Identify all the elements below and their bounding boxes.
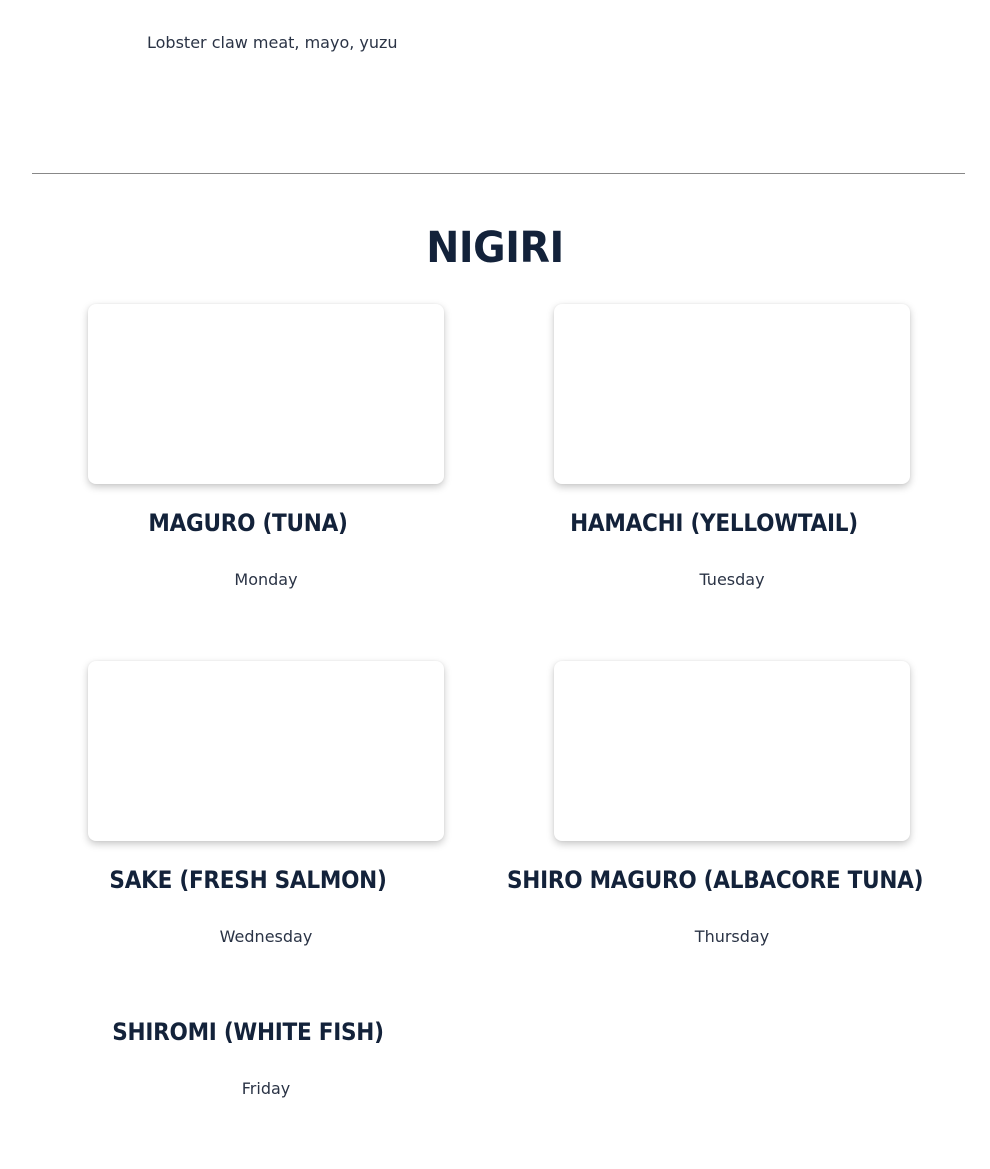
item-name: HAMACHI (YELLOWTAIL) [570, 509, 858, 537]
item-day: Wednesday [219, 927, 313, 946]
item-name: MAGURO (TUNA) [148, 509, 348, 537]
item-day: Thursday [694, 927, 770, 946]
item-image-card[interactable] [88, 661, 444, 841]
item-day: Monday [234, 570, 298, 589]
section-divider [32, 173, 965, 174]
previous-item-description: Lobster claw meat, mayo, yuzu [147, 33, 398, 52]
item-name: SHIROMI (WHITE FISH) [112, 1018, 384, 1046]
item-image-card[interactable] [554, 661, 910, 841]
section-title: NIGIRI [426, 223, 564, 273]
item-name: SHIRO MAGURO (ALBACORE TUNA) [507, 866, 924, 894]
item-name: SAKE (FRESH SALMON) [109, 866, 387, 894]
item-day: Friday [241, 1079, 291, 1098]
item-day: Tuesday [699, 570, 765, 589]
item-image-card[interactable] [554, 304, 910, 484]
item-image-card[interactable] [88, 304, 444, 484]
